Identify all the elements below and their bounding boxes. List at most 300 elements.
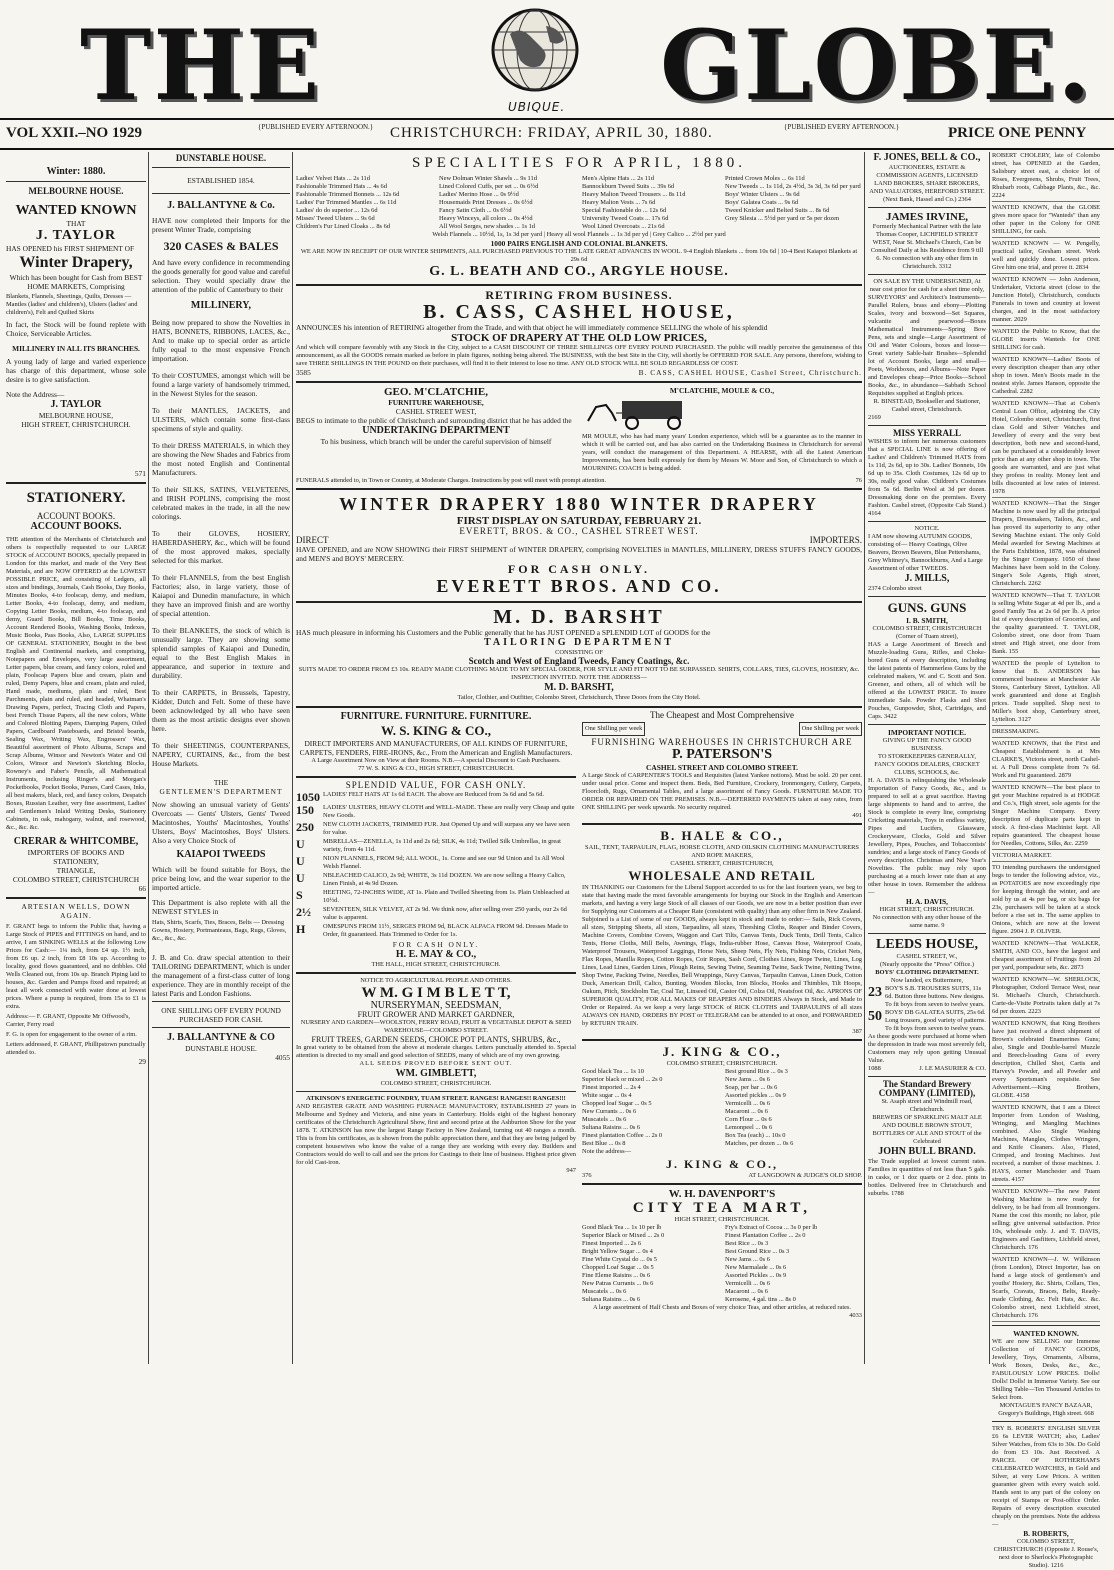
text: COLOMBO STREET, CHRISTCHURCH. [380, 1080, 492, 1087]
column-3 [296, 152, 862, 1364]
spec-item: Fashionable Trimmed Bonnets ... 12s 6d [296, 191, 400, 198]
spec-item: Men's Alpine Hats ... 2s 11d [582, 175, 654, 182]
spec-col [725, 175, 862, 231]
heading: FOR CASH ONLY. [507, 562, 651, 576]
price-item: Kerosene, 4 gal. tins ... 8s 0 [725, 1296, 796, 1303]
heading: ACCOUNT BOOKS. [30, 521, 122, 532]
ad-number: 4033 [849, 1312, 862, 1319]
price-item: Macaroni ... 0s 6 [725, 1108, 768, 1115]
spec-item: Fashionable Trimmed Hats ... 4s 6d [296, 183, 387, 190]
heading: M'CLATCHIE, MOULE & CO., [669, 386, 775, 395]
text: HAS much pleasure in informing his Customers and the Public generally that he has JUST OPENED a SPLENDID LOT of GOODS for the [296, 628, 711, 637]
heading: NOTICE. [914, 525, 940, 532]
spec-item: Heavy Malton Vests ... 7s 6d [582, 199, 656, 206]
wanted-item: WANTED KNOWN—That the Singer Machine is now used by all the principal Drapers, Dressmakers, Tailors, &c., and has proved its superiority to any other Sewing Machine extant. The only Gold Medal awarded for Sewing Machines at the Paris Exhibition, 1878, was obtained by the Singer Company. 1050 of these Machines have been sold in the Colony. Singer's Sole Agents, High street, Christchurch. 2262 [992, 500, 1100, 590]
wanted-item: WANTED the people of Lyttelton to know that B. ANDERSON has commenced business at Manchester Ale Stores, Canterbury Street, Lyttelton. All work guaranteed and done at English prices. Trade supplied. Shop next to Miller's boot shop, Canterbury street, Lyttelton. 3127 [992, 660, 1100, 726]
mclatchie-left [296, 386, 576, 473]
text: SEVENTEEN, SILK VELVET, AT 2s 9d. We think now, after selling over 250 yards, our 2s 6d value is apparent. [323, 906, 567, 921]
price-item: Assorted Pickles ... 0s 9 [725, 1272, 787, 1279]
heading: The Standard Brewery COMPANY (LIMITED), [878, 1079, 976, 1098]
text: NEW CLOTH JACKETS, TRIMMED FUR. Just Opened Up and will surpass any we have seen for value. [323, 821, 570, 836]
heading: H. E. MAY & CO., [395, 949, 477, 960]
text: One Shilling per week [582, 722, 645, 736]
heading: J. TAYLOR [50, 399, 102, 410]
heading: 320 CASES & BALES [163, 239, 279, 253]
text: HAS a Large Assortment of Breech and Muzzle-loading Guns, Rifles, and Choke-bored Guns of every description, including the latest patents of Hammerless Guns by the celebrated makers, W. and C. Scott and Son. Greener, and others, all of which will be offered at the LOWEST PRICE. To insure immediate Sale. Powder Flasks and Shot Pouches, Gunpowder, Shot, Cartridges, and Caps. 3422 [868, 641, 986, 720]
leeds-line-50 [868, 1009, 986, 1033]
heading: H. A. DAVIS, [906, 897, 948, 906]
text: This Department is also replete with all the NEWEST STYLES in [152, 898, 290, 916]
beath-ad [296, 154, 862, 280]
wanted-item: WANTED KNOWN, that King Brothers have just received a direct shipment of Brown's celebrated Enamerines Guns; also, Single and Double-barrel Muzzle and Breech-loading Guns of every description, Chilled Shot, Cartis and Harvey's Powder, and all Powder and every Sportsman's requisite. See Advertisement.—King Brothers, GLOBE. 4158 [992, 1020, 1100, 1102]
text: Being now prepared to show the Novelties in HATS, BONNETS, RIBBONS, LACES, &c., And to make up to special order as article fully equal to the most expensive French importation. [152, 318, 290, 363]
motto: UBIQUE. [508, 100, 566, 114]
heading: DUNSTABLE HOUSE. [175, 153, 267, 163]
may-line [296, 804, 576, 820]
price: PRICE ONE PENNY [948, 125, 1087, 141]
wanted-item: ROBERT CHOLERY, late of Colombo street, has OPENED at the Garden, Salisbury street east, a choice lot of Roses, Evergreens, Shrubs, Fruit Trees, Rhubarb roots, Cabbage Plants, &c., &c. 2224 [992, 152, 1100, 202]
text: AND REGISTER GRATE AND WASHING FURNACE MANUFACTORY, ESTABLISHED 27 years in Melbourne and Sydney and Victoria, and nine years in Canterbury. Holds eight of the highest honorary certificates of the Christchurch Agricultural Show, first and second prize at the Ashburton Show for the year 1878. T. ATKINSON has now the largest Range Factory in New Zealand, turning out 40 ranges a month. This is from his certificates, as is shown from the public appreciation there, and that they are being judged by competent housewives who know the value of a range they are working with every day. Builders and Contractors would do well to call and see the prices for Castings to their line of business. Highest price given for old Cast-iron. [296, 1103, 576, 1166]
text: Now landed, ex Buttermere, [890, 977, 964, 984]
spec-item: Bannockburn Tweed Suits ... 39s 6d [582, 183, 675, 190]
divider [296, 706, 862, 708]
text: I AM now showing AUTUMN GOODS, consisting of— Heavy Coatings, Olive Beavers, Brown Beavers, Blue Pettershams, Grey Whitney's, Bannockburns, And a Large Assortment of other TWEEDS. [868, 533, 983, 572]
text: THE HALL, HIGH STREET, CHRISTCHURCH. [371, 961, 501, 968]
heading: W. H. DAVENPORT'S [668, 1188, 776, 1200]
heading: Winter Drapery, [19, 254, 133, 271]
text: As these goods were purchased at home when the depression in trade was most severely felt, Customers may rely upon getting Unusual Value. [868, 1033, 986, 1064]
text: F. GRANT begs to inform the Public that, having a Large Stock of PIPES and FITTINGS on hand, and to arrive, I am SINKING WELLS at the following Low Prices for Cash:— 1¼ inch, from £4 up. 1½ inch, from £6 up. 2 inch, from £8 10s up. According to locality, good flows guaranteed, and no dribbles. Old Wells Cleaned out, from 10s up. Branch Piping laid to houses, &c. Garden and Pumps fixed and repaired; at least all work connected with water done at lowest prices. Where a pump is required, from 15s to £1 is extra. [6, 923, 146, 1010]
text: BOYS' DB GALATEA SUITS, 25s 6d. Long trousers, good variety of patterns. To fit boys from seven to twelve years. [885, 1009, 986, 1032]
heading: MILLINERY, [190, 300, 252, 311]
text: MR MOULE, who has had many years' London experience, which will be a guarantee as to the manner in which it will be carried out, and has also carried on the Undertaking Business in Christchurch for several years, will conduct the management of this Department. A HEARSE, with all the Latest American Improvements, has been built expressly for them by Messrs W. Moor and Son, of Christchurch to which a MOURNING COACH is being added. [582, 433, 862, 472]
text: St. Asaph street and Windmill road, Christchurch. [881, 1098, 973, 1113]
price-item: Matches, per dozen ... 0s 6 [725, 1140, 794, 1147]
wanted-item: WANTED KNOWN — W. Pengelly, practical tailor, Gresham street. Work well and quickly done. Lowest prices. Give him one trial, and prove it. 2834 [992, 240, 1100, 274]
divider [868, 521, 986, 522]
price-item: Soap, per bar ... 0s 6 [725, 1084, 778, 1091]
ad-number: 491 [852, 812, 862, 819]
may-line [296, 855, 576, 871]
text: (Next Bank, Hassel and Co.) 2364 [883, 196, 971, 203]
spec-col [296, 175, 433, 231]
divider [6, 482, 146, 484]
text: H. A. DAVIS is relinquishing the Wholesale Importation of Fancy Goods, &c., and is prepared to sell at a great sacrifice. Having large shipments to hand and to arrive, the Stock is complete in every line, comprising Cricketing materials, Toys in endless variety, Pipes and Lucifers, Glassware, Crockeryware, Clocks, Gold and Silver Jewellery, Pipes, Pouches, and Tobacconists' sundries; and a large stock of Fancy Goods of every description. Christmas and New Year's Novelties. The public may rely upon purchasing at a much lower rate than at any other house in town. Remember the address— [868, 777, 986, 896]
heading: WM. GIMBLETT, [395, 1068, 477, 1079]
ad-number: 3585 [296, 368, 311, 377]
text: And have every confidence in recommending the goods generally for good value and careful selection. They would specially draw the attention of the public of Canterbury to their [152, 258, 290, 294]
heading: IMPORTANT NOTICE. [888, 728, 966, 737]
divider [868, 274, 986, 275]
heading: FIRST DISPLAY ON SATURDAY, FEBRUARY 21. [456, 515, 702, 527]
price-item: Best Blue ... 0s 8 [582, 1140, 626, 1147]
heading: KAIAPOI TWEEDS [176, 849, 266, 860]
text: Hats, Shirts, Scarfs, Ties, Braces, Belts — Dressing Gowns, Hosiery, Portmanteaus, Bags, Rugs, Gloves, &c., &c., &c. [152, 919, 287, 942]
heading: GENTLEMEN'S DEPARTMENT [159, 787, 283, 796]
heading: 1000 PAIRS ENGLISH AND COLONIAL BLANKETS. [490, 239, 668, 248]
heading: W. S. KING & CO., [380, 723, 492, 738]
price-item: Finest plantation Coffee ... 2s 0 [582, 1132, 663, 1139]
text: FOR CASH ONLY. [392, 940, 480, 949]
divider [296, 601, 862, 603]
text: J. B. and Co. draw special attention to their TAILORING DEPARTMENT, which is under the management of a first-class cutter of long experience. They are in monthly receipt of the latest Paris and London Fashions. [152, 953, 290, 998]
price-item: Fine White Crystal do ... 0s 5 [582, 1256, 657, 1263]
price-item: Fine Eleme Raisins ... 0s 6 [582, 1272, 651, 1279]
text: OMESPUNS FROM 11½, SERGES FROM 9d, BLACK ALPACA FROM 9d. Dresses Made to Order, fit guaranteed. Hats Trimmed to Order for 1s. [323, 923, 569, 938]
heading: B. CASS, CASHEL HOUSE, [423, 301, 735, 323]
divider [152, 1027, 290, 1028]
heading: M. D. BARSHT [493, 606, 665, 628]
text: Address:— F. GRANT, Opposite Mr Offwood's, Carrier, Ferry road [6, 1013, 130, 1028]
heading: UNDERTAKING DEPARTMENT [362, 425, 510, 436]
text: Which will be found suitable for Boys, the price being low, and the wear superior to the imported article. [152, 865, 290, 892]
heading: J. KING & CO., [666, 1157, 778, 1171]
masthead [60, 0, 1093, 122]
quantity: U [296, 854, 305, 868]
heading: WANTED KNOWN. [1013, 1329, 1079, 1338]
text: WE ARE NOW IN RECEIPT OF OUR WINTER SHIPMENTS, ALL PURCHASED PREVIOUS TO THE LATE GREAT ADVANCES IN WOOL. 9-4 English Blankets ... from 10s 6d | 10-4 Best Kaiapoi Blankets at 29s 6d [300, 248, 858, 263]
spec-item: Lined Colored Cuffs, per set ... 0s 6½d [439, 183, 539, 190]
text: 77 W. S. KING & CO., HIGH STREET, CHRISTCHURCH. [358, 765, 514, 772]
text: IN THANKING our Customers for the Liberal Support accorded to us for the last fourteen years, we beg to state that having made the most favorable arrangements for buying our Stock in the English and American markets, and having a very large Stock of all classes of our Goods, we are now in a better position than ever for Supplying our Customers at a Cheaper Rate (consistent with quality) than any other firm in New Zealand. Subjoined is a List of some of our GOODS, always kept in stock and made to order:— Sails, Rick Covers, all sizes, Stripping Sheets, all sizes, Tarpaulins, all sizes, Threshing Cloths, Reaper and Binder Covers, Machine Covers, Combine Covers, Waggon and Cart Tilts, Canvas Tents, Duck Tents, Drill Tents, Calico Tents, Horse Cloths, Mill Belts, Awnings, Flags, India-rubber Hose, Canvas Hose, Waterproof Coats, Waterproof Trousers, Waterproof Leggings, Horse Nets, Sheep Nets, Fly Nets, Fishing Nets, Cricket Nets, Flax Ropes, Manilla Ropes, Cotton Ropes, Coir Ropes, Sash Cord, Clothes Lines, Rope Twine, Lines, Log Lines, Lead Lines, Garden Lines, Plough Reins, Sewing Twine, Seaming Twine, Sack Twine, Netting Twine, Shop Twine, Packing Twine, Needles, Bell Wrappings, Navy Canvas, Tarpaulin Canvas, Linen Duck, Cotton Duck, American Drill, Calico, Bunting, Wooden Blocks, Iron Blocks, Hooks and Thimbles, Tilt Hoops, Oakum, Pitch, Stockholm Tar, Coal Tar, Linseed Oil, Castor Oil, Colza Oil, Neatsfoot Oil, &c. APRONS OF SUPERIOR QUALITY, FOR ALL MAKES OF REAPERS AND BINDERS Always in Stock, and Made to Order or Repaired. As we keep a very large STOCK of RICK CLOTHS and TARPAULINS of all sizes ALWAYS ON HAND, ORDERS BY POST or TELEGRAM can be attended to at once, and FORWARDED by RETURN TRAIN. [582, 884, 862, 1027]
heading: J. BALLANTYNE & CO [167, 1032, 275, 1043]
mclatchie-footer [296, 477, 862, 485]
text: DIRECT [296, 535, 329, 545]
price-item: Muscatels ... 0s 6 [582, 1288, 627, 1295]
wanted-item: WANTED KNOWN — John Anderson, Undertaker, Victoria street (close to the Junction Hotel), Christchurch, conducts Funerals in town and country at lowest charges, and in the most satisfactory manner. 2029 [992, 276, 1100, 326]
spec-item: Grey Silesia ... 5½d per yard or 5s per dozen [725, 215, 840, 222]
spec-item: Heavy Winceys, all colors ... 0s 4½d [439, 215, 533, 222]
text: HIGH STREET, CHRISTCHURCH. [879, 906, 975, 913]
direct-importers [296, 536, 862, 545]
text: WE are now SELLING our Immense Collection of FANCY GOODS, Jewellery, Toys, Ornaments, Albums, Work Boxes, Desks, &c., &c., FABULOUSLY LOW PRICES. Dolls! Dolls! Dolls! in Immense Variety. See our Shilling Table—Ten Thousand Articles to Select from. [992, 1338, 1100, 1401]
text: To their MANTLES, JACKETS, and ULSTERS, which contain some first-class specimens of style and quality. [152, 406, 290, 433]
specialities-table [296, 175, 862, 231]
text: A young lady of large and varied experience has charge of this department, whose sole desire is to give satisfaction. [6, 357, 146, 384]
text: And which will compare favorably with any Stock in the City, subject to a CASH DISCOUNT OF THREE SHILLINGS OFF EVERY POUND PURCHASED. The public will readily perceive the genuineness of this announcement, as all the GOODS remain marked as before in plain figures, nothing being altered. The BUSINESS, with the best Site in the City, will shortly be OFFERED FOR SALE. Any persons, therefore, wishing to save THREE SHILLINGS IN THE POUND on their purchases, will find it to their interest to lose no time. ANY OLD STOCK WILL BE SOLD REGARDLESS OF COST. [296, 344, 862, 367]
text: CASHEL STREET, CHRISTCHURCH, [670, 860, 774, 867]
text: A Large Stock of CARPENTER'S TOOLS and Requisites (latest Yankee notions). Must be sold. 20 per cent. under usual price. Come and inspect them. Beds, Bed Furniture, Crockery, Ironmongery, Cutlery, Carpets, Floorcloth, Rugs, Ornamental Tables, and a large assortment of Fancy Goods. FURNITURE MADE TO ORDER OR REPAIRED ON THE PREMISES. N.B.—DEFERRED PAYMENTS taken at easy rates, from ONE SHILLING per week upwards. No security required. [582, 772, 862, 811]
heading: B. ROBERTS, [1023, 1529, 1069, 1538]
text: In fact, the Stock will be found replete with Choice, Serviceable Articles. [6, 320, 146, 338]
heading: J. MILLS, [904, 573, 950, 584]
heading: CRERAR & WHITCOMBE, [13, 836, 139, 847]
heading: EVERETT, BROS. & CO., CASHEL STREET WEST. [459, 526, 699, 536]
spec-item: Children's Fur Lined Cloaks ... 8s 6d [296, 223, 390, 230]
text: A Large Assortment Now on View at their Rooms. N.B.—A special Discount to Cash Purchasers. [311, 757, 561, 764]
ad-number: 2169 [868, 414, 881, 421]
price-item: Superior Black or Mixed ... 2s 0 [582, 1232, 665, 1239]
heading: Scotch and West of England Tweeds, Fancy Coatings, &c. [468, 656, 690, 666]
text: AUCTIONEERS, ESTATE & COMMISSION AGENTS, LICENSED LAND BROKERS, SHARE BROKERS, AND VALUATORS, HEREFORD STREET. [869, 164, 985, 195]
text: SUITS MADE TO ORDER FROM £3 10s. READY MADE CLOTHING MADE TO MY SPECIAL ORDER, FOR STYLE AND FIT NOT TO BE SURPASSED. SHIRTS, COLLARS, TIES, GLOVES, HOSIERY, &c. INSPECTION INVITED. NOTE THE ADDRESS— [298, 666, 860, 681]
ad-number: 29 [138, 1057, 146, 1066]
divider [868, 425, 986, 426]
spec-item: Special Fashionable do ... 12s 6d [582, 207, 667, 214]
price-item: New Marmalade ... 0s 6 [725, 1264, 787, 1271]
text: THAT [66, 219, 86, 228]
text: To their BLANKETS, the stock of which is unusually large. They are showing some splendid samples of Kaiapoi and Dunedin, equal to the Best English Makes in appearance, and superior in texture and durability. [152, 626, 290, 680]
text: NION FLANNELS, FROM 9d; ALL WOOL, 1s. Come and see our 9d Union and 1s All Wool Welsh Flannel. [323, 855, 565, 870]
jking-prices [582, 1068, 862, 1148]
text: IMPORTERS. [809, 535, 862, 545]
divider [582, 1039, 862, 1041]
heading: JAMES IRVINE, [885, 211, 969, 223]
text: Tailor, Clothier, and Outfitter, Colombo Street, Christchurch, Three Doors from the City Hotel. [457, 694, 701, 701]
price-item: Best Ground Rice ... 0s 3 [725, 1248, 790, 1255]
text: DUNSTABLE HOUSE. [185, 1044, 257, 1053]
text: SURVEYORS' and Architect's Instruments—Parallel Rulers, brass and ebony—Plotting Scales, ivory and boxwood—Set Squares, vulcanite and pearwood—Boxes Mathematical Instruments—Spring Bow Pens, sets and single—Large Assortment of Oil and Water Colours, boxes and loose—Great variety Sable-hair Brushes—Splendid lot of Account Books, large and small—Poets, Workboxes, and Albums—Note Paper and Envelopes cheap—Price Books—School Books, &c., in abundance—Sabbath School Requisites supplied at English prices. [868, 294, 986, 397]
divider [868, 933, 986, 934]
may-line [296, 838, 576, 854]
column-4b [992, 152, 1100, 1569]
heading: MISS YERRALL [893, 428, 961, 438]
heading: W M. G I M B L E T T, [361, 985, 511, 1001]
wanted-item: WANTED KNOWN, that the GLOBE gives more space for "Wanteds" than any other paper in the Colony for ONE SHILLING, for cash. [992, 204, 1100, 238]
price-item: New Jams ... 0s 6 [725, 1256, 770, 1263]
title-the: THE [80, 9, 322, 122]
text: ANNOUNCES his intention of RETIRING altogether from the Trade, and with that object he will immediately commence SELLING the whole of his splendid [296, 323, 768, 332]
text: A large assortment of Half Chests and Boxes of very choice Teas, and other articles, at reduced rates. [592, 1304, 852, 1311]
text: TO STOREKEEPERS GENERALLY, FANCY GOODS DEALERS, CRICKET CLUBS, SCHOOLS, &c. [874, 753, 980, 776]
divider [296, 381, 862, 383]
price-item: New Jams ... 0s 6 [725, 1076, 770, 1083]
may-line [296, 906, 576, 922]
price-item: New Currants ... 0s 6 [582, 1108, 637, 1115]
text: AT LANGDOWN & JUDGE'S OLD SHOP. [748, 1172, 862, 1179]
text: MBRELLAS—ZENELLA, 1s 11d and 2s 6d; SILK, 4s 11d; Twilled Silk Umbrellas, in great variety, from 4s 11d. [323, 838, 561, 853]
text: MELBOURNE HOUSE, [38, 411, 114, 420]
text: DIRECT IMPORTERS AND MANUFACTURERS, OF ALL KINDS OF FURNITURE, CARPETS, FENDERS, FIRE-IRONS, &c., From the American and English Manufacturers. [299, 739, 573, 757]
heading: J. TAYLOR [35, 228, 117, 243]
ad-number: 376 [582, 1172, 592, 1179]
heading: STOCK OF DRAPERY AT THE OLD LOW PRICES, [451, 332, 707, 344]
text: IMPORTERS OF BOOKS AND STATIONERY, [27, 848, 125, 866]
wanted-item: WANTED KNOWN—That WALKER, SMITH, AND CO., have the largest and cheapest assortment of Fruitings from 2d per yard, pompadour sets, &c. 2873 [992, 940, 1100, 974]
lower-left [296, 711, 576, 1320]
text: Welsh Flannels ... 10½d, 1s, 1s 3d per yard | Heavy all wool Flannels ... 1s 3d per yd | Grey Calico ... 2½d per yard [432, 231, 726, 238]
price-item: White sugar ... 0s 4 [582, 1092, 632, 1099]
text: COLOMBO STREET, CHRISTCHURCH (Opposite J. Rouse's, next door to Sherlock's Photographic Studio). 1216 [993, 1538, 1099, 1569]
price-item: Sultana Raisins ... 0s 6 [582, 1296, 641, 1303]
spec-item: Ladies' Fur Trimmed Mantles ... 6s 11d [296, 199, 397, 206]
leeds-footer [868, 1065, 986, 1073]
text: Formerly Mechanical Partner with the late Thomas Cooper, LICHFIELD STREET WEST, Near St. Michael's Church, Can be Consulted Daily at his Residence from 9 till 6. No connection with any other firm in Christchurch. 3312 [870, 223, 984, 270]
spec-item: Housemaids Print Dresses ... 0s 6½d [439, 199, 533, 206]
quantity: 50 [868, 1009, 882, 1024]
text: BOY'S S.B. TROUSERS SUITS, 11s 6d. Button three buttons. New designs. To fit boys from seven to twelve years. [885, 985, 985, 1008]
price-item: Fry's Extract of Cocoa ... 3s 0 per lb [725, 1224, 818, 1231]
heading: MELBOURNE HOUSE. [28, 186, 124, 196]
quantity: 250 [296, 820, 314, 834]
price-list [582, 1224, 719, 1304]
text: WISHES to inform her numerous customers that a SPECIAL LINE is now offering of Ladies' and Children's Trimmed HATS from 1s 11d, 2s 6d, up to 30s. Ladies' Bonnets, 10s 6d up to 35s. Cloth Costumes, 12s 6d up to 30s, really good value. Children's Costumes from 5s 6d. Berlin Wool at 3d per dozen. Dressmaking done on the premises. Every Fashion. Cashel street, (Opposite Cab Stand.) 4164 [868, 438, 986, 517]
published-note-2: {PUBLISHED EVERY AFTERNOON.} [784, 123, 900, 131]
column-1 [6, 152, 146, 1364]
divider [582, 1183, 862, 1185]
text: COLOMBO STREET, CHRISTCHURCH [12, 875, 140, 884]
divider [296, 488, 862, 490]
heading: F. JONES, BELL & CO., [873, 152, 981, 163]
column-rule [148, 152, 149, 1364]
divider [582, 823, 862, 825]
price-item: Chopped loaf Sugar ... 0s 5 [582, 1100, 652, 1107]
dateline-bar [0, 118, 1114, 150]
divider [868, 1076, 986, 1077]
barsht-ad [296, 606, 862, 702]
price-item: Finest Imported ... 2s 6 [582, 1240, 642, 1247]
text: One Shilling per week [799, 722, 862, 736]
quantity: 23 [868, 985, 882, 1000]
text: HIGH STREET, CHRISTCHURCH. [21, 420, 131, 429]
text: TRY B. ROBERTS' ENGLISH SILVER £6 6s LEVER WATCH; also, Ladies' Silver Watches, from 63s to 30s. Do Gold do from £3 10s. Just Received. A PARCEL OF ROTHERHAM'S CELEBRATED WATCHES, in Gold and Silver, at very Low Prices. A written guarantee given with every watch sold. Hands sent to any part of the colony on receipt of Stamps or Post-office Order. Repairs of every description executed cheaply on the premises. Note the address— [992, 1425, 1100, 1528]
price-item: Corn Flour ... 0s 6 [725, 1116, 772, 1123]
column-rule [292, 152, 293, 1364]
text: To their FLANNELS, from the best English Factories; also, in large variety, those of Kaiapoi and Dunedin manufacture, in which they have an improved finish and are worthy of special attention. [152, 573, 290, 618]
heading: WHOLESALE AND RETAIL [628, 868, 816, 883]
price-item: Lemonpeel ... 0s 6 [725, 1124, 773, 1131]
price-item: Best Rice ... 0s 3 [725, 1240, 769, 1247]
text: NBLEACHED CALICO, 2s 9d; WHITE, 3s 11d DOZEN. We are now selling a Heavy Calico, Linen Finish, at 4s 9d Dozen. [323, 872, 566, 887]
text: To their DRESS MATERIALS, in which they are showing the New Shades and Fabrics from the most noted English and Continental Manufacturers. [152, 441, 290, 477]
divider [6, 897, 146, 899]
column-4 [868, 152, 1100, 1569]
text: R. BINSTEAD, Bookseller and Stationer, Cashel street, Christchurch. [873, 398, 981, 413]
mclatchie-right [582, 386, 862, 473]
ad-number: 66 [138, 884, 146, 893]
text: Note the address— [582, 1148, 631, 1155]
text: GIVING UP THE FANCY GOOD BUSINESS. [882, 737, 972, 752]
ad-number: 1088 [868, 1065, 881, 1072]
heading: SPLENDID VALUE, FOR CASH ONLY. [345, 780, 527, 790]
text: To their COSTUMES, amongst which will be found a large variety of handsomely trimmed, in the Newest Styles for the season. [152, 371, 290, 398]
divider [6, 181, 146, 182]
spec-item: Printed Crown Moles ... 6s 11d [725, 175, 805, 182]
text: Which has been bought for Cash from BEST HOME MARKETS, Comprising [9, 273, 143, 291]
heading: WANTED KNOWN [15, 203, 137, 218]
price-item: Assorted pickles ... 0s 9 [725, 1092, 786, 1099]
quantity: H [296, 922, 306, 936]
text: HAVE now completed their Imports for the present Winter Trade, comprising [152, 216, 290, 234]
quantity: 150 [296, 803, 314, 817]
wanted-item: DRESSMAKING. [992, 728, 1100, 738]
wanted-list [992, 152, 1100, 1322]
heading: The Cheapest and Most Comprehensive [650, 710, 794, 720]
heading: STATIONERY. [26, 490, 126, 506]
price-item: Good Black Tea ... 1s 10 per lb [582, 1224, 662, 1231]
spec-item: New Dolman Winter Shawls ... 9s 11d [439, 175, 537, 182]
text: BREWERS OF SPARKLING MALT ALE AND DOUBLE BROWN STOUT, BOTTLERS OF ALE AND STOUT of the Celebrated [872, 1114, 982, 1145]
wanted-item: WANTED KNOWN, that the First and Cheapest Establishment is at Mrs CLARKE'S, Victoria street, north Cashel-st. A Full Dress complete from 7s 6d. Work and Fit guaranteed. 2879 [992, 740, 1100, 782]
wanted-item: WANTED KNOWN—That T. TAYLOR is selling White Sugar at 4d per lb., and a good Family Tea at 2s 6d per lb. A price list of every description of Groceries, and the quality guaranteed. T. TAYLOR, Colombo street, one door from Tuam street and High street, one door from Bank. 155 [992, 592, 1100, 658]
price-list [725, 1068, 862, 1148]
text: HAS OPENED his FIRST SHIPMENT OF [6, 244, 135, 253]
shilling-row [582, 720, 862, 738]
heading: I. B. SMITH, [906, 616, 948, 625]
price-item: Good black Tea ... 1s 10 [582, 1068, 644, 1075]
globe-icon [480, 4, 590, 100]
may-line [296, 821, 576, 837]
quantity: U [296, 837, 305, 851]
spec-item: Ladies' do do superior ... 12s 6d [296, 207, 378, 214]
davenport-prices [582, 1224, 862, 1304]
heading: WINTER DRAPERY 1880 WINTER DRAPERY [339, 494, 819, 514]
heading: BOYS' CLOTHING DEPARTMENT. [875, 969, 979, 976]
heading: EVERETT BROS. AND CO. [436, 576, 722, 596]
text: To their SILKS, SATINS, VELVETEENS, and IRISH POPLINS, comprising the most celebrated makes in the trade, in all the new colorings. [152, 485, 290, 521]
jking-footer [582, 1172, 862, 1180]
heading: ARTESIAN WELLS, DOWN AGAIN. [21, 902, 131, 920]
text: THE [213, 778, 229, 787]
lower-right [582, 711, 862, 1320]
heading: B. HALE & CO., [660, 828, 784, 843]
text: The Trade supplied at lowest current rates. Families in quantities of not less than 5 gals. in casks, or 1 doz quarts or 2 doz. pints in bottles. Delivered free in Christchurch and suburbs. 1788 [868, 1158, 986, 1197]
wanted-item: WANTED KNOWN—Ladies' Boots of every description cheaper than any other shop in town. Men's Boots made in the neatest style. James Hanson, opposite the Cathedral. 2282 [992, 356, 1100, 398]
text: HIGH STREET, CHRISTCHURCH. [674, 1216, 770, 1223]
price-item: Finest imported ... 2s 4 [582, 1084, 641, 1091]
heading: G. L. BEATH AND CO., ARGYLE HOUSE. [429, 264, 729, 279]
column-rule [864, 152, 865, 1364]
spec-item: Heavy Malton Tweed Trousers ... 8s 11d [582, 191, 686, 198]
heading: JOHN BULL BRAND. [878, 1146, 976, 1157]
quantity: 2½ [296, 905, 311, 919]
spec-item: Tweed Knicker and Belted Suits ... 8s 6d [725, 207, 830, 214]
heading: ATKINSON'S ENERGETIC FOUNDRY, TUAM STREET. RANGES! RANGES!! RANGES!!! [306, 1095, 566, 1102]
heading: P. PATERSON'S [671, 747, 773, 762]
divider [152, 1001, 290, 1002]
text: SAIL, TENT, TARPAULIN, FLAG, HORSE CLOTH, AND OILSKIN CLOTHING MANUFACTURERS AND ROPE MAKERS, [585, 844, 859, 859]
column-4a [868, 152, 986, 1364]
text: CASHEL STREET WEST, [395, 407, 477, 416]
spec-item: Ladies' Velvet Hats ... 2s 11d [296, 175, 370, 182]
heading: NURSERYMAN, SEEDSMAN, [370, 1000, 502, 1011]
text: COLOMBO STREET, CHRISTCHURCH (Corner of Tuam street), [872, 625, 982, 640]
text: MONTAGUE'S FANCY BAZAAR, Gregory's Buildings, High street. 668 [998, 1402, 1094, 1417]
price-item: Vermicelli ... 0s 6 [725, 1100, 771, 1107]
text: FUNERALS attended to, in Town or Country, at Moderate Charges. Instructions by post will meet with prompt attention. [296, 477, 607, 484]
text: To their SHEETINGS, COUNTERPANES, NAPERY, CURTAINS, &c., from the best House Markets. [152, 741, 290, 768]
hearse-icon [582, 395, 702, 431]
text: Note the Address— [6, 390, 65, 399]
price-list [725, 1224, 862, 1304]
may-line [296, 872, 576, 888]
price-item: Macaroni ... 0s 6 [725, 1288, 768, 1295]
text: LADIES' FELT HATS AT 1s 6d EACH. The above are Reduced from 3s 6d and 5s 6d. [323, 791, 545, 798]
heading: SPECIALITIES FOR APRIL, 1880. [412, 155, 746, 171]
heading: CASHEL STREET AND COLOMBO STREET. [646, 763, 798, 772]
taylor-ad [6, 166, 146, 478]
crerar-ad [6, 490, 146, 893]
may-line [296, 791, 576, 803]
price-item: Bright Yellow Sugar ... 0s 4 [582, 1248, 653, 1255]
grant-ad [6, 902, 146, 1066]
text: ALL SEEDS PROVED BEFORE SENT OUT. [359, 1060, 513, 1067]
text: HEETING, 72-INCHES WIDE, AT 1s. Plain and Twilled Sheeting from 1s. Plain Unbleached at 10½d. [323, 889, 570, 904]
price-item: Superior black or mixed ... 2s 0 [582, 1076, 663, 1083]
wanted-item: VICTORIA MARKET. [992, 852, 1100, 862]
text: ONE SHILLING OFF EVERY POUND PURCHASED FOR CASH. [161, 1006, 281, 1024]
price-item: Sultana Raisins ... 0s 6 [582, 1124, 641, 1131]
text: (Nearly opposite the "Press" Office.) [879, 961, 974, 968]
spec-item: Boys' Galatea Coats ... 9s 6d [725, 199, 799, 206]
divider [868, 596, 986, 597]
price-item: Finest Plantation Coffee ... 2s 0 [725, 1232, 806, 1239]
spec-item: University Tweed Coats ... 17s 6d [582, 215, 669, 222]
price-item: Muscatels ... 0s 6 [582, 1116, 627, 1123]
quantity: U [296, 871, 305, 885]
divider [152, 167, 290, 168]
text: NURSERY AND GARDEN—WOOLSTON, FERRY ROAD, FRUIT & VEGETABLE DEPOT & SEED WAREHOUSE—COLOMBO STREET. [300, 1019, 572, 1034]
